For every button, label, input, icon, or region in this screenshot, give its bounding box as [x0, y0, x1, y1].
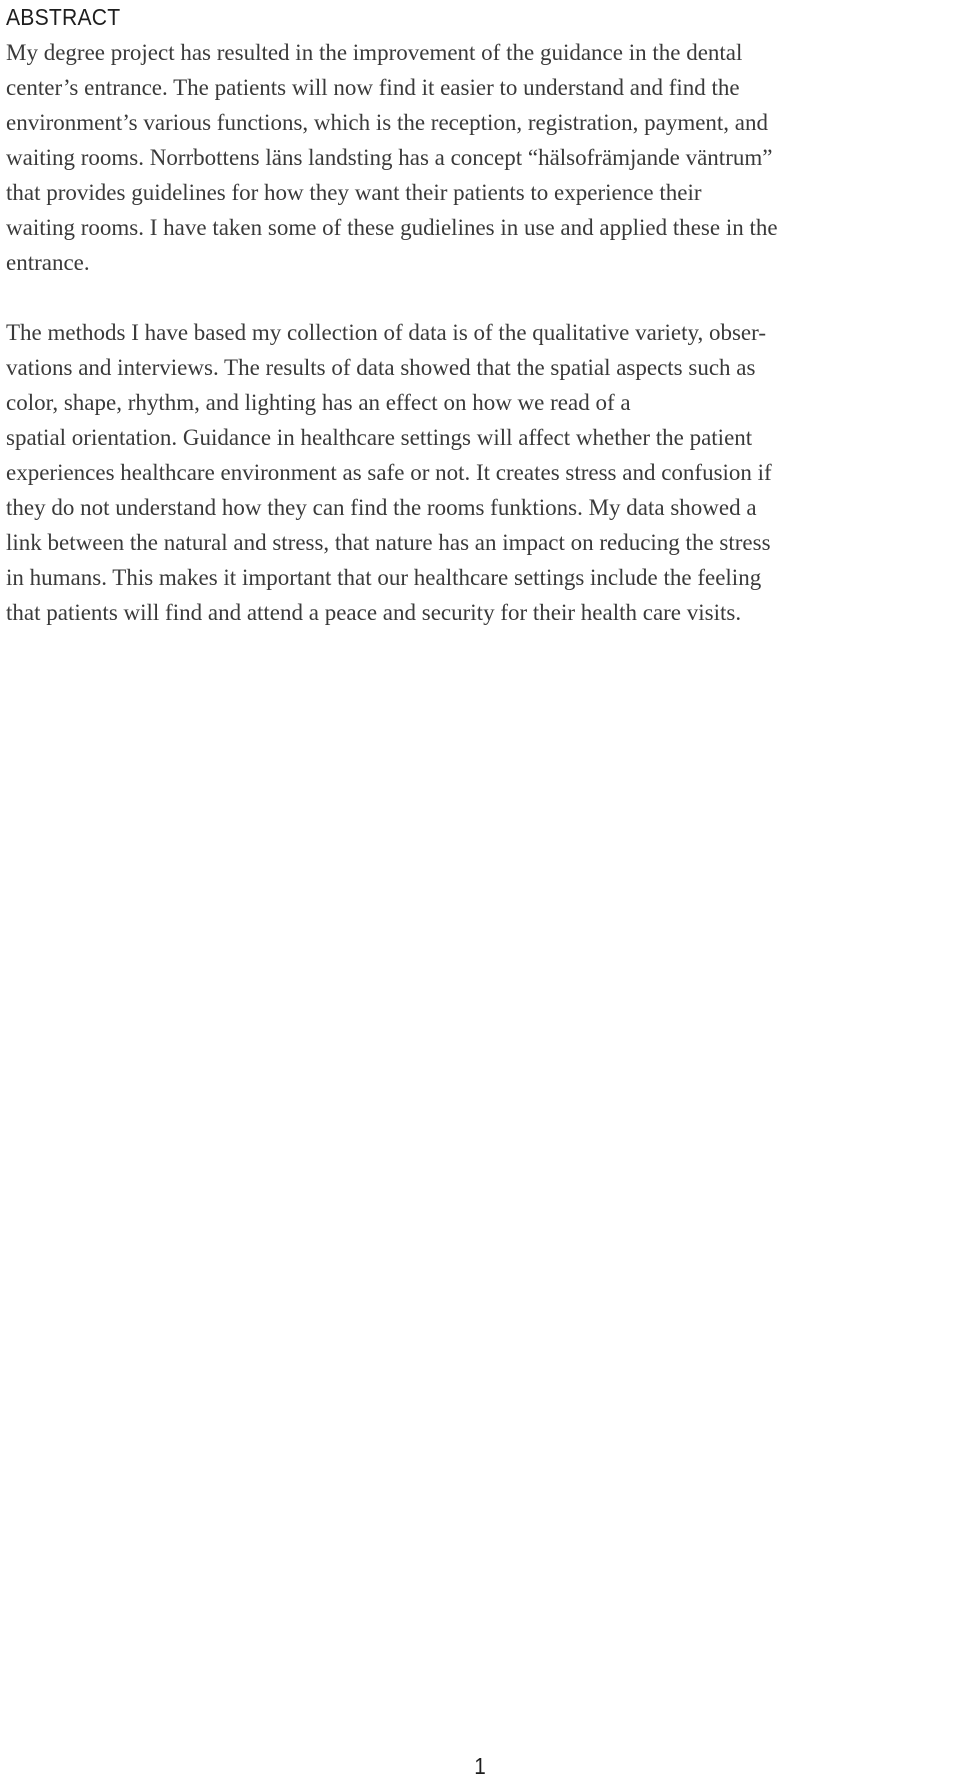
- text-line: entrance.: [6, 250, 90, 275]
- text-line: The methods I have based my collection of data is of the qualitative variety, obser-: [6, 320, 766, 345]
- text-line: that patients will find and attend a peace and security for their health care visits.: [6, 600, 742, 625]
- text-line: environment’s various functions, which is the reception, registration, payment, and: [6, 110, 769, 135]
- abstract-paragraph-2: [6, 315, 958, 630]
- text-line: My degree project has resulted in the improvement of the guidance in the dental: [6, 40, 743, 65]
- text-line: link between the natural and stress, that nature has an impact on reducing the stress: [6, 530, 771, 555]
- text-line: center’s entrance. The patients will now find it easier to understand and find the: [6, 75, 740, 100]
- text-line: that provides guidelines for how they want their patients to experience their: [6, 180, 702, 205]
- abstract-paragraph-1: [6, 35, 958, 280]
- text-line: waiting rooms. Norrbottens läns landsting has a concept “hälsofrämjande väntrum”: [6, 145, 773, 170]
- text-line: spatial orientation. Guidance in healthcare settings will affect whether the patient: [6, 425, 753, 450]
- text-line: they do not understand how they can find the rooms funktions. My data showed a: [6, 495, 757, 520]
- text-line: experiences healthcare environment as safe or not. It creates stress and confusion if: [6, 460, 772, 485]
- text-line: in humans. This makes it important that our healthcare settings include the feeling: [6, 565, 762, 590]
- abstract-body: [6, 35, 958, 630]
- paragraph-gap: [6, 280, 958, 315]
- section-heading: ABSTRACT: [6, 4, 121, 30]
- page-number: 1: [474, 1753, 486, 1779]
- text-line: vations and interviews. The results of data showed that the spatial aspects such as: [6, 355, 756, 380]
- text-line: color, shape, rhythm, and lighting has an effect on how we read of a: [6, 390, 631, 415]
- text-line: waiting rooms. I have taken some of these gudielines in use and applied these in the: [6, 215, 778, 240]
